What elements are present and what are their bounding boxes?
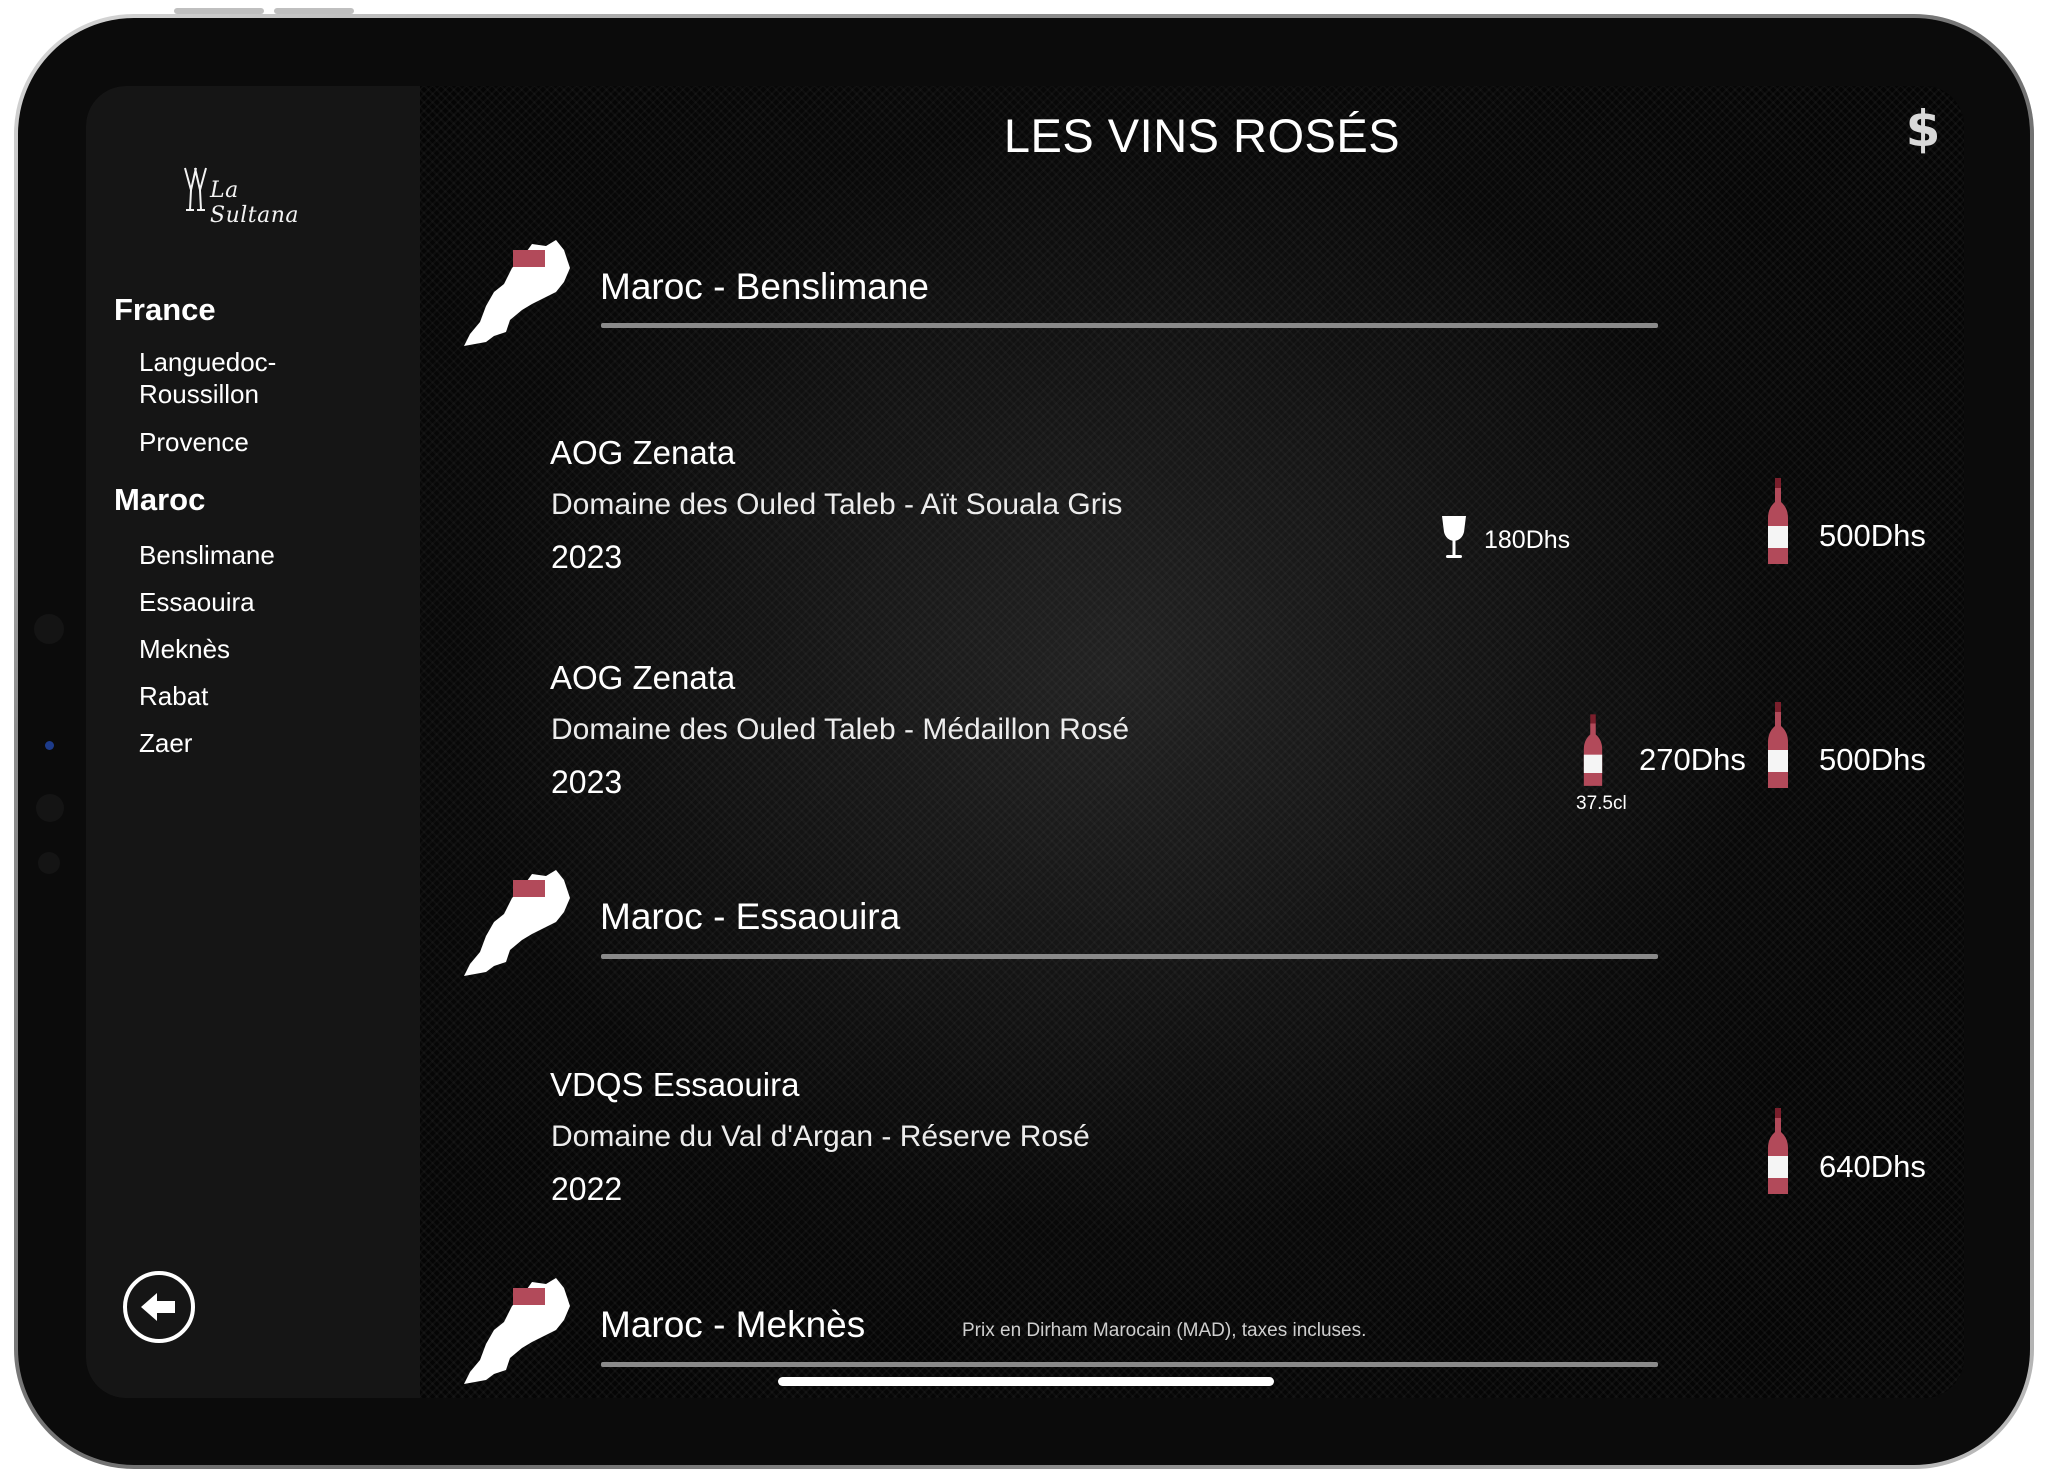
currency-button[interactable]	[1896, 100, 1950, 154]
wine-domaine: Domaine des Ouled Taleb - Aït Souala Gris	[551, 488, 1123, 521]
nav-region-benslimane[interactable]: Benslimane	[139, 540, 275, 570]
footer-note: Prix en Dirham Marocain (MAD), taxes incluses.	[962, 1320, 1367, 1341]
section-title-benslimane: Maroc - Benslimane	[600, 266, 930, 307]
top-button-1	[174, 8, 264, 14]
bottle-icon	[1766, 478, 1790, 566]
wine-vintage: 2023	[551, 539, 623, 575]
nav-region-essaouira[interactable]: Essaouira	[139, 587, 255, 617]
nav-region-provence[interactable]: Provence	[139, 427, 249, 457]
nav-region-rabat[interactable]: Rabat	[139, 681, 209, 711]
nav-region-meknes[interactable]: Meknès	[139, 634, 231, 664]
wine-glasses-logo-icon	[182, 166, 210, 216]
sensor-3	[38, 852, 60, 874]
search-icon	[1962, 100, 1964, 154]
bottle-icon	[1766, 702, 1790, 790]
search-button[interactable]	[1962, 100, 1964, 154]
morocco-map-icon	[458, 862, 578, 982]
home-indicator[interactable]	[778, 1377, 1274, 1386]
logo-text: La Sultana	[210, 178, 300, 228]
wine-appellation: AOG Zenata	[550, 434, 736, 471]
wine-domaine: Domaine du Val d'Argan - Réserve Rosé	[551, 1120, 1090, 1153]
dollar-icon	[1896, 100, 1950, 154]
top-button-2	[274, 8, 354, 14]
section-title-meknes: Maroc - Meknès	[600, 1304, 866, 1345]
nav-region-languedoc-roussillon[interactable]: Languedoc- Roussillon	[139, 347, 277, 409]
section-title-essaouira: Maroc - Essaouira	[600, 896, 901, 937]
half-bottle-icon	[1582, 714, 1604, 788]
nav-region-zaer[interactable]: Zaer	[139, 728, 193, 758]
section-divider	[601, 954, 1658, 959]
section-divider	[601, 323, 1658, 328]
sensor-2	[36, 794, 64, 822]
half-bottle-size: 37.5cl	[1576, 793, 1627, 814]
bottle-icon	[1766, 1108, 1790, 1196]
morocco-map-icon	[458, 1270, 578, 1390]
wine-domaine: Domaine des Ouled Taleb - Médaillon Rosé	[551, 713, 1130, 746]
arrow-left-icon	[127, 1275, 191, 1339]
sensor-1	[34, 614, 64, 644]
tablet-frame	[14, 14, 2034, 1469]
wine-vintage: 2023	[551, 764, 623, 800]
wine-appellation: VDQS Essaouira	[550, 1066, 800, 1103]
bottle-price: 500Dhs	[1819, 518, 1926, 553]
svg-text:$: $	[1905, 100, 1941, 154]
bottle-price: 500Dhs	[1819, 742, 1926, 777]
wine-vintage: 2022	[551, 1171, 623, 1207]
logo	[182, 164, 332, 228]
bottle-price: 640Dhs	[1819, 1149, 1926, 1184]
half-bottle-price: 270Dhs	[1639, 742, 1746, 777]
back-button[interactable]	[123, 1271, 195, 1343]
nav-country-france[interactable]: France	[114, 292, 216, 327]
glass-price: 180Dhs	[1484, 526, 1571, 554]
morocco-map-icon	[458, 232, 578, 352]
app-screen	[86, 86, 1964, 1398]
page-title: LES VINS ROSÉS	[1003, 109, 1401, 162]
section-divider	[601, 1362, 1658, 1367]
main-content	[420, 86, 1964, 1398]
sidebar	[86, 86, 420, 1398]
wine-glass-icon	[1438, 514, 1470, 562]
wine-appellation: AOG Zenata	[550, 659, 736, 696]
nav-country-maroc[interactable]: Maroc	[114, 482, 206, 517]
camera-dot	[45, 741, 54, 750]
